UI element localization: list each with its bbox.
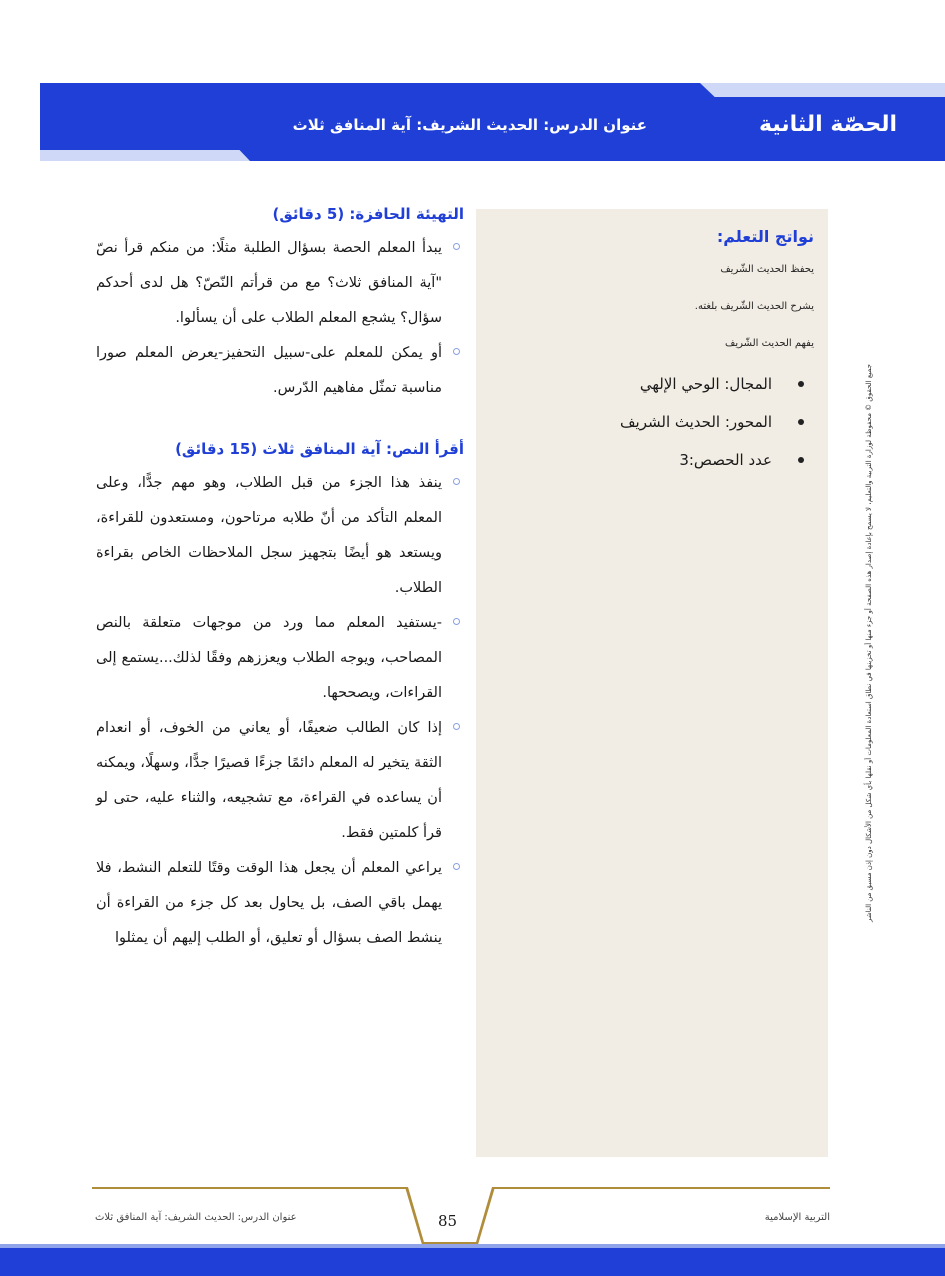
lesson-meta-list	[490, 375, 814, 469]
outcomes-title: نواتج التعلم:	[716, 227, 814, 246]
lesson-number: الحصّة الثانية	[759, 112, 897, 137]
paragraph	[96, 336, 464, 406]
ring-bullet-icon	[453, 863, 460, 870]
paragraph-text: ينفذ هذا الجزء من قبل الطلاب، وهو مهم جدًّا، وعلى المعلم التأكد من أنّ طلابه مرتاحون، ومستعدون للقراءة، ويستعد هو أيضًا بتجهيز سجل الملاحظات الخاص بقراءة الطلاب.	[96, 475, 442, 596]
meta-domain	[490, 375, 814, 393]
bottom-bar	[0, 1244, 945, 1276]
outcome-item: يفهم الحديث الشّريف	[725, 338, 814, 349]
bullet-icon	[798, 381, 804, 387]
header-accent-bottom	[40, 150, 250, 161]
section-heading-reading: أقرأ النص: آية المنافق ثلاث (15 دقائق)	[175, 440, 464, 458]
meta-axis	[490, 413, 814, 431]
lesson-title: عنوان الدرس: الحديث الشريف: آية المنافق ثلاث	[292, 116, 647, 134]
copyright-text: جميع الحقوق © محفوظة لوزارة التربية والتعليم، لا يسمح بإعادة إصدار هذه الصفحة أو جزء منها أو تخزينها في نطاق استعادة المعلومات أو نقلها بأي شكل من الأشكال دون إذن مسبق من الناشر	[865, 363, 873, 923]
copyright-side-note	[858, 288, 880, 998]
bullet-icon	[798, 419, 804, 425]
footer-subject: التربية الإسلامية	[764, 1212, 830, 1223]
header-accent-top	[700, 83, 945, 97]
paragraph	[96, 231, 464, 336]
ring-bullet-icon	[453, 348, 460, 355]
bullet-icon	[798, 457, 804, 463]
paragraph-text: يبدأ المعلم الحصة بسؤال الطلبة مثلًا: من منكم قرأ نصّ "آية المنافق ثلاث؟ مع من قرأتم النّصّ؟ هل لدى أحدكم سؤال؟ يشجع المعلم الطلاب على أن يسألوا.	[96, 240, 442, 326]
section-heading-warmup: التهيئة الحافزة: (5 دقائق)	[272, 205, 464, 223]
footer-lesson-title: عنوان الدرس: الحديث الشريف: آية المنافق ثلاث	[95, 1212, 297, 1223]
ring-bullet-icon	[453, 618, 460, 625]
footer-rule-left	[92, 1187, 410, 1189]
paragraph-text: يراعي المعلم أن يجعل هذا الوقت وقتًا للتعلم النشط، فلا يهمل باقي الصف، بل يحاول بعد كل جزء من القراءة أن ينشط الصف بسؤال أو تعليق، أو الطلب إليهم أن يمثلوا	[96, 860, 442, 946]
meta-domain-text: المجال: الوحي الإلهي	[639, 375, 772, 393]
ring-bullet-icon	[453, 243, 460, 250]
meta-axis-text: المحور: الحديث الشريف	[620, 413, 772, 431]
lesson-content	[96, 205, 464, 956]
meta-periods-text: عدد الحصص:3	[679, 451, 772, 469]
ring-bullet-icon	[453, 723, 460, 730]
paragraph	[96, 851, 464, 956]
footer-rule-right	[490, 1187, 830, 1189]
outcome-item: يشرح الحديث الشّريف بلغته.	[694, 301, 814, 312]
learning-outcomes-box	[476, 209, 828, 1157]
paragraph-text: -يستفيد المعلم مما ورد من موجهات متعلقة بالنص المصاحب، ويوجه الطلاب ويعززهم وفقًا لذلك...يستمع إلى القراءات، ويصححها.	[96, 615, 442, 701]
paragraph-text: إذا كان الطالب ضعيفًا، أو يعاني من الخوف، أو انعدام الثقة يتخير له المعلم دائمًا جزءًا قصيرًا جدًّا، وسهلًا، ويمكنه أن يساعده في القراءة، مع تشجيعه، والثناء عليه، حتى لو قرأ كلمتين فقط.	[96, 720, 442, 841]
outcome-item: يحفظ الحديث الشّريف	[720, 264, 814, 275]
paragraph-text: أو يمكن للمعلم على-سبيل التحفيز-يعرض المعلم صورا مناسبة تمثّل مفاهيم الدّرس.	[96, 345, 442, 396]
meta-periods	[490, 451, 814, 469]
ring-bullet-icon	[453, 478, 460, 485]
paragraph	[96, 466, 464, 606]
page-number: 85	[438, 1212, 458, 1230]
paragraph	[96, 606, 464, 711]
paragraph	[96, 711, 464, 851]
bottom-bar-accent	[0, 1244, 945, 1248]
